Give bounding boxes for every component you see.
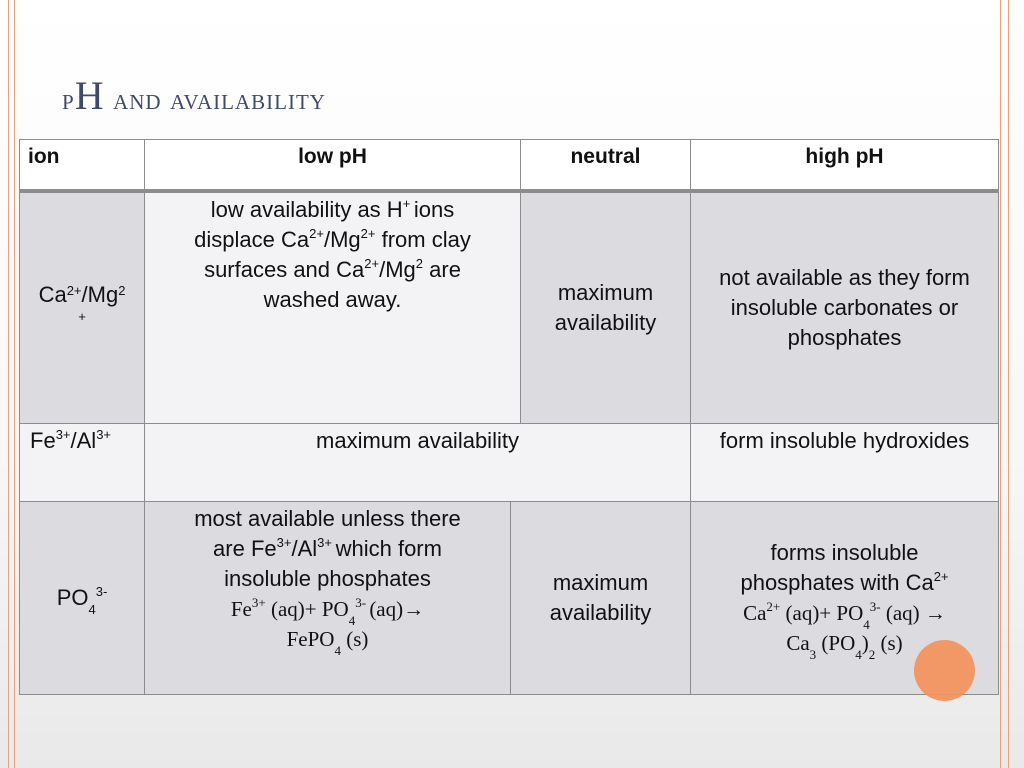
cell-po4-neutral: maximum availability	[510, 501, 691, 695]
cell-po4-high-ph: forms insoluble phosphates with $Ca^{2+}$ $Ca^{2+}$ $(aq)+ PO_4^{3-}$ (aq) → $Ca_3$ $(PO_4)_2$ (s)	[690, 501, 999, 695]
left-frame-line-1	[8, 0, 9, 768]
cell-fe-al-high-ph: form insoluble hydroxides	[690, 423, 999, 502]
cell-fe-al-ion: $Fe^{3+}/Al^{3+}$	[19, 423, 145, 502]
cell-ca-mg-neutral: maximum availability	[520, 192, 691, 424]
availability-table	[19, 139, 999, 695]
cell-po4-ion: $PO_4^{3-}$	[19, 501, 145, 695]
cell-ca-mg-ion: $Ca^{2+}/Mg^2$ +	[19, 192, 145, 424]
header-neutral: neutral	[520, 139, 691, 190]
header-ion: ion	[19, 139, 145, 190]
cell-po4-low-ph: most available unless there are $Fe^{3+}/Al^{3+}$ which form insoluble phosphates $Fe^{3+}$ $(aq)+ PO_4^{3-}$ (aq)→ FePO$_4$ (s)	[144, 501, 511, 695]
cell-fe-al-low-neutral: maximum availability	[144, 423, 691, 502]
header-high-ph: high pH	[690, 139, 999, 190]
right-frame-line-2	[1008, 0, 1009, 768]
slide-title: pH and availability	[62, 73, 326, 118]
cell-ca-mg-high-ph: not available as they form insoluble carbonates or phosphates	[690, 192, 999, 424]
cell-ca-mg-low-ph: low availability as H+ ions displace $Ca^{2+}/Mg^{2+}$ from clay surfaces and $Ca^{2+}/Mg^2$ are washed away.	[144, 192, 521, 424]
header-low-ph: low pH	[144, 139, 521, 190]
right-frame-line-1	[1000, 0, 1001, 768]
left-frame-line-2	[14, 0, 15, 768]
decorative-orange-circle	[914, 640, 975, 701]
